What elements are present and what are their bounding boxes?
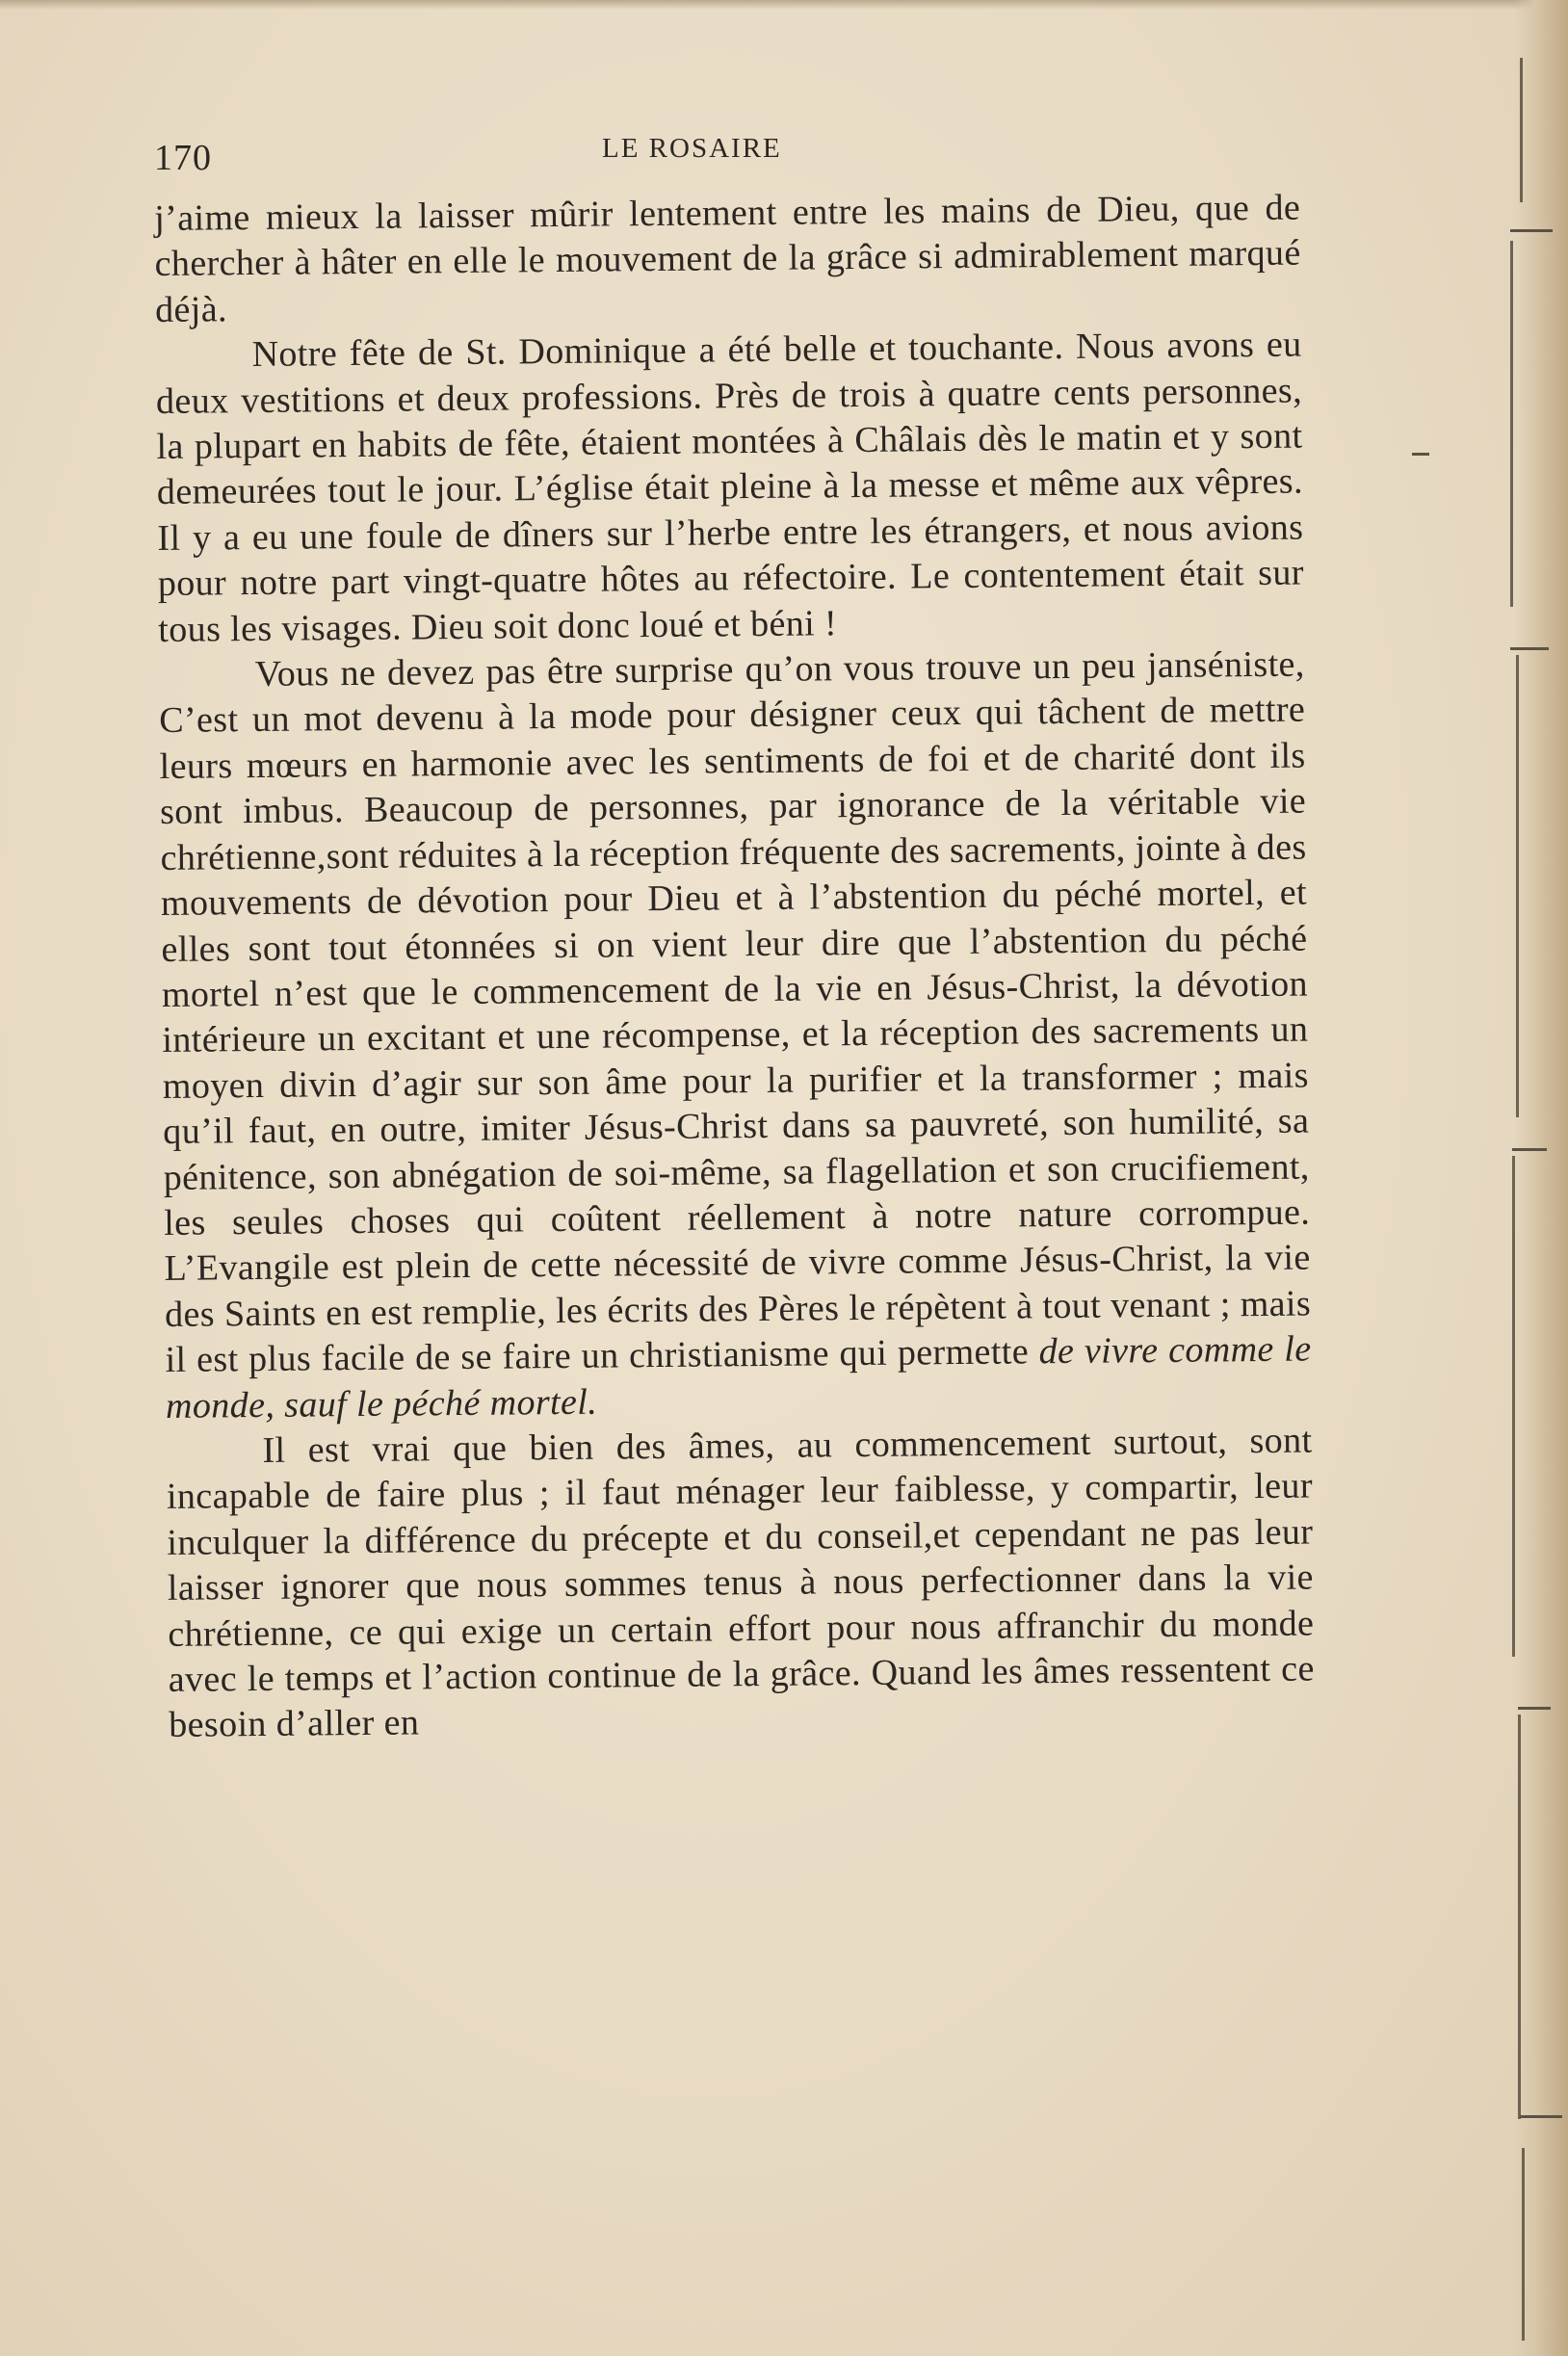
binding-edge-line	[1512, 1156, 1515, 1657]
binding-edge-line	[1518, 1715, 1521, 2119]
page-header	[154, 131, 1300, 179]
body-text	[154, 186, 1315, 1749]
binding-edge-line	[1510, 241, 1513, 607]
page-right-edge-shadow	[1514, 0, 1568, 2356]
binding-thread-mark	[1520, 2115, 1562, 2118]
paragraph	[155, 323, 1304, 653]
binding-edge-line	[1516, 655, 1519, 1117]
paragraph-text: Vous ne devez pas être surprise qu’on vous trouve un peu janséniste, C’est un mot devenu à la mode pour désigner ceux qui tâchent de mettre leurs mœurs en harmonie avec les sentiments de foi et de charité dont ils sont imbus. Beaucoup de personnes, par ignorance de la véritable vie chrétienne,sont réduites à la réception fréquente des sacrements, jointe à des mouvements de dévotion pour Dieu et à l’abstention du péché mortel, et elles sont tout étonnées si on vient leur dire que l’abstention du péché mortel n’est que le commencement de la vie en Jésus-Christ, la dévotion intérieure un excitant et une récompense, et la réception des sacrements un moyen divin d’agir sur son âme pour la purifier et la transformer ; mais qu’il faut, en outre, imiter Jésus-Christ dans sa pauvreté, son humilité, sa pénitence, son abnégation de soi-même, sa flagellation et son crucifiement, les seules choses qui coûtent réellement à notre nature corrompue. L’Evangile est plein de cette nécessité de vivre comme Jésus-Christ, la vie des Saints en est remplie, les écrits des Pères le répètent à tout venant ; mais il est plus facile de se faire un christianisme qui permette	[159, 643, 1312, 1381]
page-top-edge	[0, 0, 1568, 10]
binding-edge-line	[1522, 2148, 1525, 2341]
binding-thread-mark	[1518, 1707, 1551, 1710]
binding-thread-mark	[1510, 229, 1553, 232]
binding-edge-line	[1520, 58, 1523, 202]
paragraph	[166, 1418, 1315, 1748]
paragraph-text: Notre fête de St. Dominique a été belle et touchante. Nous avons eu deux vestitions et deux professions. Près de trois à quatre cents personnes, la plupart en habits de fête, étaient montées à Châlais dès le matin et y sont demeurées tout le jour. L’église était pleine à la messe et même aux vêpres. Il y a eu une foule de dîners sur l’herbe entre les étrangers, et nous avions pour notre part vingt-quatre hôtes au réfectoire. Le contentement était sur tous les visages. Dieu soit donc loué et béni !	[155, 324, 1305, 650]
paragraph	[154, 186, 1301, 334]
paragraph-text: j’aime mieux la laisser mûrir lentement entre les mains de Dieu, que de chercher à hâter en elle le mouvement de la grâce si admirablement marqué déjà.	[154, 187, 1301, 330]
binding-thread-mark	[1512, 1148, 1547, 1151]
running-title: LE ROSAIRE	[602, 133, 782, 164]
page-number: 170	[154, 138, 212, 178]
binding-thread-mark	[1510, 647, 1549, 650]
paragraph	[159, 642, 1313, 1429]
italic-phrase: de vivre comme le monde, sauf le péché mortel.	[165, 1328, 1312, 1427]
paragraph-text: Il est vrai que bien des âmes, au commencement surtout, sont incapable de faire plus ; il faut ménager leur faiblesse, y compartir, leur inculquer la différence du précepte et du conseil,et cependant ne pas leur laisser ignorer que nous sommes tenus à nous perfectionner dans la vie chrétienne, ce qui exige un certain effort pour nous affranchir du monde avec le temps et l’action continue de la grâce. Quand les âmes ressentent ce besoin d’aller en	[166, 1420, 1315, 1746]
binding-thread-mark	[1412, 453, 1429, 456]
